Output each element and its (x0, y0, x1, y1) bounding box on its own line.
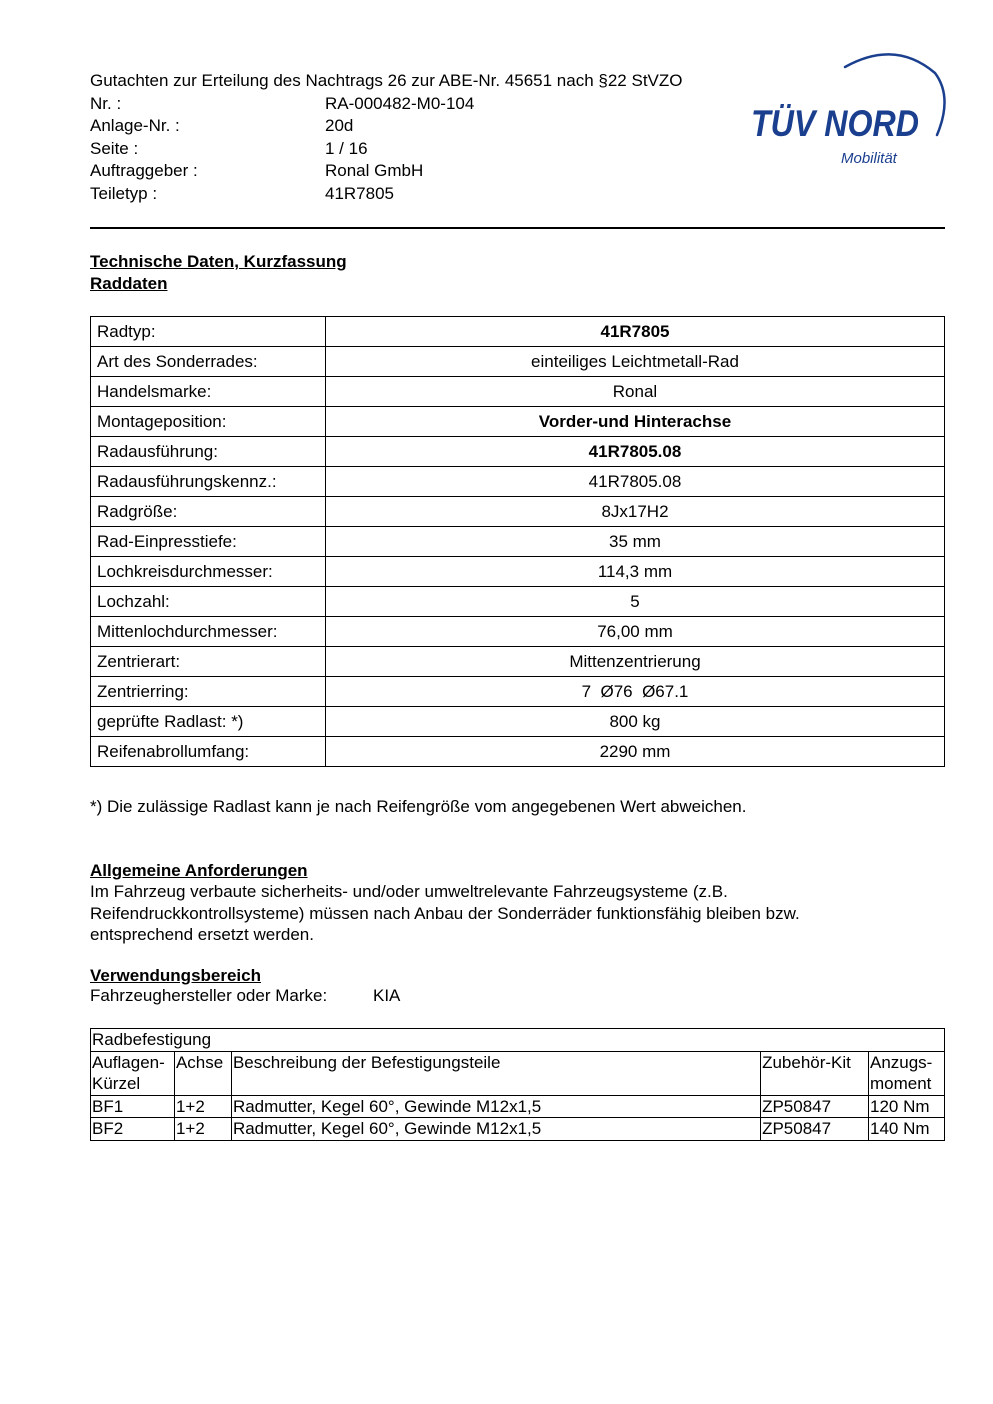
row-value: Mittenzentrierung (326, 647, 945, 677)
row-key: Lochzahl: (91, 587, 326, 617)
fastening-title-row (91, 1029, 945, 1052)
row-value: 35 mm (326, 527, 945, 557)
header-value: 1 / 16 (325, 138, 368, 158)
table-row (91, 677, 945, 707)
row-value: 8Jx17H2 (326, 497, 945, 527)
fastening-title: Radbefestigung (91, 1029, 945, 1052)
column-header: Auflagen- Kürzel (91, 1051, 175, 1095)
table-row (91, 437, 945, 467)
column-header: Zubehör-Kit (761, 1051, 869, 1095)
row-key: Radgröße: (91, 497, 326, 527)
row-value: Vorder-und Hinterachse (326, 407, 945, 437)
document-header (90, 70, 790, 205)
table-row (91, 1095, 945, 1118)
table-cell: Radmutter, Kegel 60°, Gewinde M12x1,5 (231, 1095, 760, 1118)
header-row-anlage (90, 115, 790, 138)
requirements-paragraph (90, 881, 950, 946)
row-value: 41R7805.08 (326, 467, 945, 497)
header-divider (90, 227, 945, 229)
row-key: Montageposition: (91, 407, 326, 437)
table-cell: BF1 (91, 1095, 175, 1118)
table-row (91, 617, 945, 647)
row-key: Zentrierart: (91, 647, 326, 677)
row-value: 76,00 mm (326, 617, 945, 647)
table-row (91, 737, 945, 767)
manufacturer-value: KIA (373, 986, 401, 1005)
header-value: 41R7805 (325, 183, 395, 203)
row-value: 5 (326, 587, 945, 617)
header-value: 20d (325, 116, 354, 135)
row-key: Reifenabrollumfang: (91, 737, 326, 767)
table-row (91, 467, 945, 497)
row-key: Zentrierring: (91, 677, 326, 707)
table-row (91, 377, 945, 407)
row-value: 41R7805 (326, 317, 945, 347)
table-cell: 1+2 (174, 1095, 231, 1118)
header-label: Teiletyp : (90, 183, 158, 203)
header-label: Nr. : (90, 93, 122, 113)
wheel-data-table (90, 316, 945, 767)
usage-manufacturer-row (90, 986, 400, 1006)
row-value: 41R7805.08 (326, 437, 945, 467)
section-title-technical: Technische Daten, Kurzfassung (90, 252, 347, 271)
row-key: Handelsmarke: (91, 377, 326, 407)
table-cell: BF2 (91, 1118, 175, 1141)
table-cell: 140 Nm (868, 1118, 944, 1141)
row-value: 2290 mm (326, 737, 945, 767)
table-cell: ZP50847 (761, 1095, 869, 1118)
table-row (91, 527, 945, 557)
row-key: Radtyp: (91, 317, 326, 347)
row-key: Lochkreisdurchmesser: (91, 557, 326, 587)
row-key: Rad-Einpresstiefe: (91, 527, 326, 557)
row-key: Radausführung: (91, 437, 326, 467)
manufacturer-label: Fahrzeughersteller oder Marke: (90, 986, 328, 1005)
tuev-nord-logo (745, 45, 950, 175)
row-key: Mittenlochdurchmesser: (91, 617, 326, 647)
table-row (91, 647, 945, 677)
column-header: Anzugs- moment (868, 1051, 944, 1095)
wheel-load-footnote: *) Die zulässige Radlast kann je nach Reifengröße vom angegebenen Wert abweichen. (90, 797, 747, 816)
table-cell: Radmutter, Kegel 60°, Gewinde M12x1,5 (231, 1118, 760, 1141)
row-value: 800 kg (326, 707, 945, 737)
paragraph-line: Im Fahrzeug verbaute sicherheits- und/oder umweltrelevante Fahrzeugsysteme (z.B. (90, 882, 728, 901)
table-cell: 1+2 (174, 1118, 231, 1141)
row-key: geprüfte Radlast: *) (91, 707, 326, 737)
header-row-seite (90, 138, 790, 161)
table-row (91, 407, 945, 437)
fastening-header-row (91, 1051, 945, 1095)
row-value: Ronal (326, 377, 945, 407)
logo-sub-text: Mobilität (841, 150, 897, 167)
table-row (91, 707, 945, 737)
table-row (91, 557, 945, 587)
table-row (91, 317, 945, 347)
column-header: Beschreibung der Befestigungsteile (231, 1051, 760, 1095)
column-header: Achse (174, 1051, 231, 1095)
paragraph-line: Reifendruckkontrollsysteme) müssen nach Anbau der Sonderräder funktionsfähig bleiben bzw. (90, 903, 800, 923)
header-value: RA-000482-M0-104 (325, 93, 475, 113)
table-row (91, 497, 945, 527)
paragraph-line: entsprechend ersetzt werden. (90, 925, 314, 944)
row-value: 114,3 mm (326, 557, 945, 587)
row-value: einteiliges Leichtmetall-Rad (326, 347, 945, 377)
header-row-auftraggeber (90, 160, 790, 183)
section-subtitle-wheel: Raddaten (90, 274, 168, 293)
table-cell: 120 Nm (868, 1095, 944, 1118)
section-title-usage: Verwendungsbereich (90, 966, 261, 985)
table-row (91, 347, 945, 377)
header-label: Seite : (90, 138, 139, 158)
header-value: Ronal GmbH (325, 161, 424, 180)
header-row-nr (90, 93, 790, 116)
section-title-requirements: Allgemeine Anforderungen (90, 861, 308, 880)
logo-brand-text: TÜV NORD (751, 103, 919, 144)
header-label: Anlage-Nr. : (90, 116, 180, 135)
table-row (91, 1118, 945, 1141)
table-cell: ZP50847 (761, 1118, 869, 1141)
row-key: Radausführungskennz.: (91, 467, 326, 497)
table-row (91, 587, 945, 617)
row-value: 7 Ø76 Ø67.1 (326, 677, 945, 707)
fastening-table (90, 1028, 945, 1141)
row-key: Art des Sonderrades: (91, 347, 326, 377)
header-row-teiletyp (90, 183, 790, 206)
document-title: Gutachten zur Erteilung des Nachtrags 26 zur ABE-Nr. 45651 nach §22 StVZO (90, 71, 683, 90)
header-label: Auftraggeber : (90, 161, 198, 180)
